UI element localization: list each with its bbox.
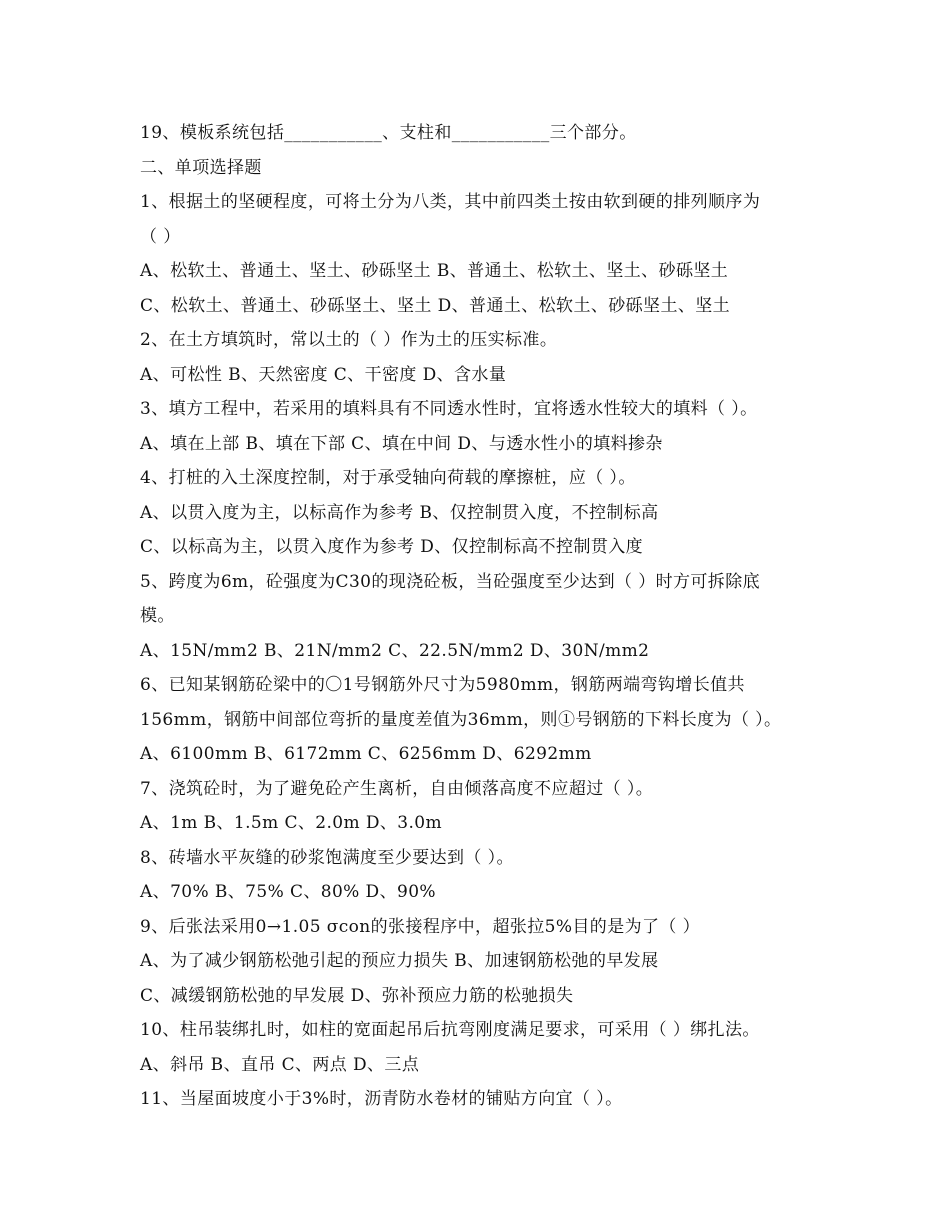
- question-9-options-ab: A、为了减少钢筋松弛引起的预应力损失 B、加速钢筋松弛的早发展: [140, 951, 659, 971]
- question-10-stem: 10、柱吊装绑扎时，如柱的宽面起吊后抗弯刚度满足要求，可采用（ ）绑扎法。: [140, 1020, 760, 1040]
- question-9-stem: 9、后张法采用0→1.05 σcon的张接程序中，超张拉5%目的是为了（ ）: [140, 916, 701, 937]
- question-4-options-ab: A、以贯入度为主，以标高作为参考 B、仅控制贯入度，不控制标高: [140, 502, 659, 523]
- question-5-options: A、15N/mm2 B、21N/mm2 C、22.5N/mm2 D、30N/mm2: [140, 640, 650, 661]
- question-6-options: A、6100mm B、6172mm C、6256mm D、6292mm: [140, 744, 592, 764]
- question-4-stem: 4、打桩的入土深度控制，对于承受轴向荷载的摩擦桩，应（ ）。: [140, 468, 636, 488]
- question-9-options-cd: C、减缓钢筋松弛的早发展 D、弥补预应力筋的松驰损失: [140, 985, 574, 1006]
- question-4-options-cd: C、以标高为主，以贯入度作为参考 D、仅控制标高不控制贯入度: [140, 537, 644, 557]
- question-7-stem: 7、浇筑砼时，为了避免砼产生离析，自由倾落高度不应超过（ ）。: [140, 778, 654, 799]
- question-1-answer-bracket: （ ）: [140, 226, 181, 247]
- section-heading-single-choice: 二、单项选择题: [140, 157, 262, 178]
- question-8-stem: 8、砖墙水平灰缝的砂浆饱满度至少要达到（ ）。: [140, 847, 514, 868]
- document-body: [140, 116, 820, 1117]
- question-10-options: A、斜吊 B、直吊 C、两点 D、三点: [140, 1054, 420, 1075]
- question-1-stem: 1、根据土的坚硬程度，可将土分为八类，其中前四类土按由软到硬的排列顺序为: [140, 192, 761, 212]
- question-6-stem: 6、已知某钢筋砼梁中的〇1号钢筋外尺寸为5980mm，钢筋两端弯钩增长值共: [140, 675, 745, 695]
- question-1-options-ab: A、松软土、普通土、坚土、砂砾坚土 B、普通土、松软土、坚土、砂砾坚土: [140, 261, 729, 281]
- question-2-stem: 2、在土方填筑时，常以土的（ ）作为土的压实标准。: [140, 330, 558, 350]
- question-11-stem: 11、当屋面坡度小于3%时，沥青防水卷材的铺贴方向宜（ ）。: [140, 1089, 623, 1109]
- question-3-options: A、填在上部 B、填在下部 C、填在中间 D、与透水性小的填料掺杂: [140, 433, 663, 454]
- question-1-options-cd: C、松软土、普通土、砂砾坚土、坚土 D、普通土、松软土、砂砾坚土、坚土: [140, 295, 731, 316]
- question-8-options: A、70% B、75% C、80% D、90%: [140, 882, 436, 902]
- question-7-options: A、1m B、1.5m C、2.0m D、3.0m: [140, 813, 443, 833]
- question-6-stem-continued: 156mm，钢筋中间部位弯折的量度差值为36mm，则①号钢筋的下料长度为（ ）。: [140, 709, 782, 730]
- question-19-fill-blank: 19、模板系统包括___________、支柱和___________三个部分。: [140, 123, 637, 143]
- question-3-stem: 3、填方工程中，若采用的填料具有不同透水性时，宜将透水性较大的填料（ ）。: [140, 399, 758, 419]
- question-2-options: A、可松性 B、天然密度 C、干密度 D、含水量: [140, 364, 507, 385]
- question-5-stem-continued: 模。: [140, 606, 175, 626]
- question-5-stem: 5、跨度为6m，砼强度为C30的现浇砼板，当砼强度至少达到（ ）时方可拆除底: [140, 571, 760, 592]
